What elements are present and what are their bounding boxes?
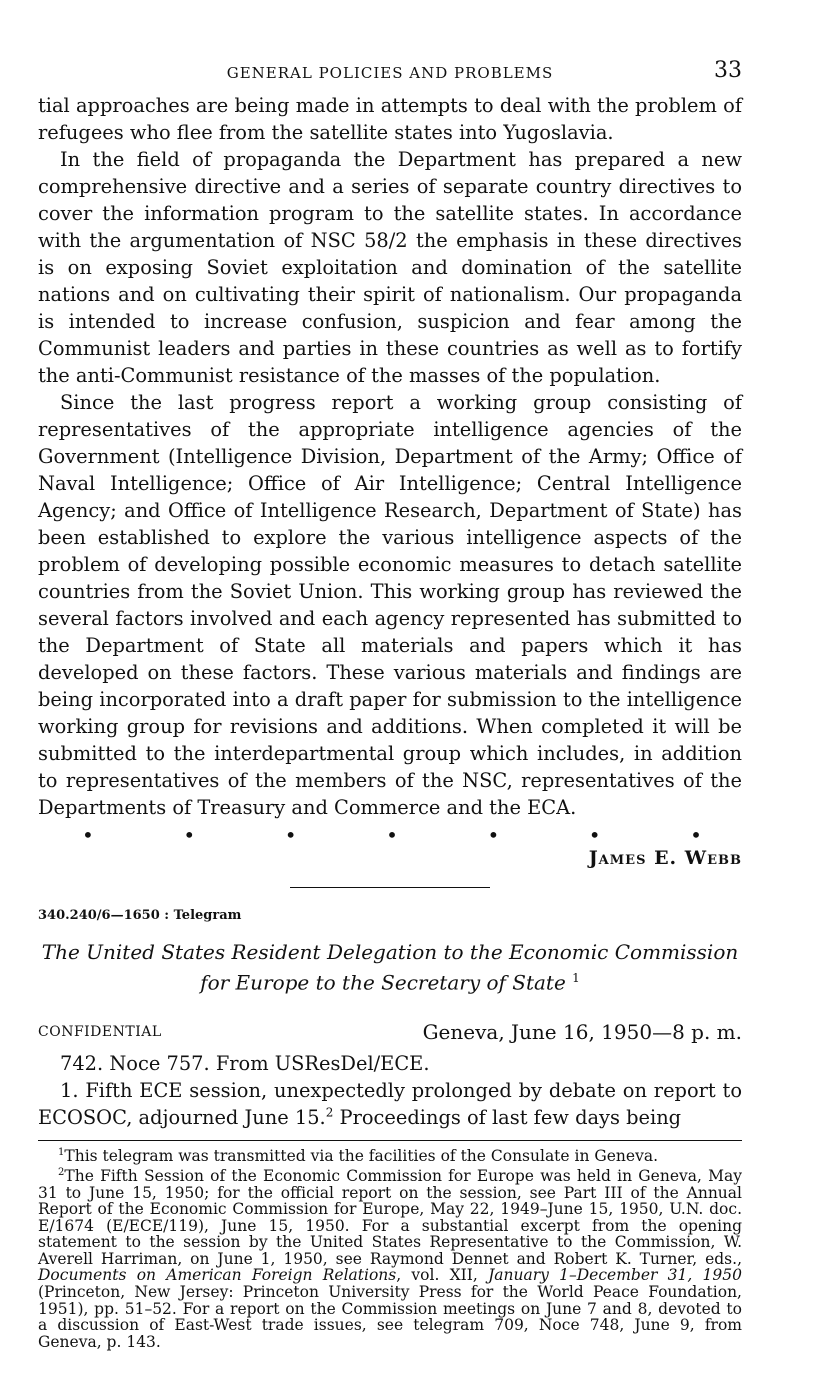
document-page [38, 56, 742, 1131]
paragraph: tial approaches are being made in attempts to deal with the problem of refugees who flee from the satellite states into Yugoslavia. [38, 94, 742, 144]
ellipsis-row [38, 823, 742, 847]
footnote-mark: 2 [58, 1166, 65, 1178]
footnote [38, 1145, 742, 1165]
running-head-title: GENERAL POLICIES AND PROBLEMS [226, 64, 554, 82]
footnote-ref: 1 [572, 971, 580, 985]
ellipsis-dot: • [284, 823, 297, 847]
footnote-italic: January 1–December 31, 1950 [488, 1266, 742, 1285]
document-title-text: The United States Resident Delegation to the Economic Commission for Europe to the Secretary of State [41, 940, 739, 995]
ellipsis-dot: • [487, 823, 500, 847]
signature: James E. Webb [588, 847, 742, 869]
classification: CONFIDENTIAL [38, 1023, 162, 1040]
telegram-paragraph-text: 1. Fifth ECE session, unexpectedly prolonged by debate on report to ECOSOC, adjourned June 15. [38, 1078, 742, 1129]
page-number: 33 [714, 58, 742, 83]
ellipsis-dot: • [386, 823, 398, 847]
telegram-line: 742. Noce 757. From USResDel/ECE. [60, 1051, 430, 1075]
ellipsis-dot: • [588, 823, 601, 847]
footnote-text: This telegram was transmitted via the facilities of the Consulate in Geneva. [64, 1147, 659, 1166]
document-title [38, 939, 742, 996]
ellipsis-dot: • [183, 823, 196, 847]
footnote-ref: 2 [325, 1105, 334, 1120]
footnotes [38, 1140, 742, 1350]
footnote-text: The Fifth Session of the Economic Commission for Europe was held in Geneva, May 31 to June 15, 1950; for the official report on the session, see Part III of the Annual Report of the Economic Commission for Europe, May 22, 1949–June 15, 1950, U.N. doc. E/1674 (E/ECE/119), June 15, 1950. For a substantial excerpt from the opening statement to the session by the United States Representative to the Commission, W. Averell Harriman, on June 1, 1950, see Raymond Dennet and Robert K. Turner, eds., [38, 1166, 742, 1268]
telegram-paragraph [38, 1077, 742, 1131]
telegram-body [38, 1050, 742, 1131]
body-text [38, 92, 742, 821]
paragraph: In the field of propaganda the Department has prepared a new comprehensive directive and a series of separate country directives to cover the information program to the satellite states. In accordance with the argumentation of NSC 58/2 the emphasis in these directives is on exposing Soviet exploitation and domination of the satellite nations and on cultivating their spirit of nationalism. Our propaganda is intended to increase confusion, suspicion and fear among the Communist leaders and parties in these countries as well as to fortify the anti-Communist resistance of the masses of the population. [38, 148, 742, 387]
paragraph: Since the last progress report a working group consisting of representatives of the appropriate intelligence agencies of the Government (Intelligence Division, Department of the Army; Office of Naval Intelligence; Office of Air Intelligence; Central Intelligence Agency; and Office of Intelligence Research, Department of State) has been established to explore the various intelligence aspects of the problem of developing possible economic measures to detach satellite countries from the Soviet Union. This working group has reviewed the several factors involved and each agency represented has submitted to the Department of State all materials and papers which it has developed on these factors. These various materials and findings are being incorporated into a draft paper for submission to the intelligence working group for revisions and additions. When completed it will be submitted to the interdepartmental group which includes, in addition to representatives of the members of the NSC, representatives of the Departments of Treasury and Commerce and the ECA. [38, 391, 742, 819]
footnote-mark: 1 [58, 1147, 65, 1158]
dateline [38, 1020, 742, 1050]
footnote-text: (Princeton, New Jersey: Princeton University Press for the World Peace Foundation, 1951), pp. 51–52. For a report on the Commission meetings on June 7 and 8, devoted to a discussion of East-West trade issues, see telegram 709, Noce 748, June 9, from Geneva, p. 143. [38, 1283, 742, 1351]
footnote [38, 1165, 742, 1351]
section-divider [290, 887, 490, 888]
ellipsis-dot: • [690, 823, 702, 847]
telegram-paragraph-text: Proceedings of last few days being [333, 1105, 682, 1129]
file-reference: 340.240/6—1650 : Telegram [38, 908, 242, 923]
footnote-italic: Documents on American Foreign Relations [38, 1266, 397, 1285]
footnote-text: , vol. XII, [396, 1266, 489, 1285]
place-date: Geneva, June 16, 1950—8 p. m. [422, 1019, 742, 1044]
ellipsis-dot: • [82, 823, 94, 847]
running-head [38, 56, 742, 92]
